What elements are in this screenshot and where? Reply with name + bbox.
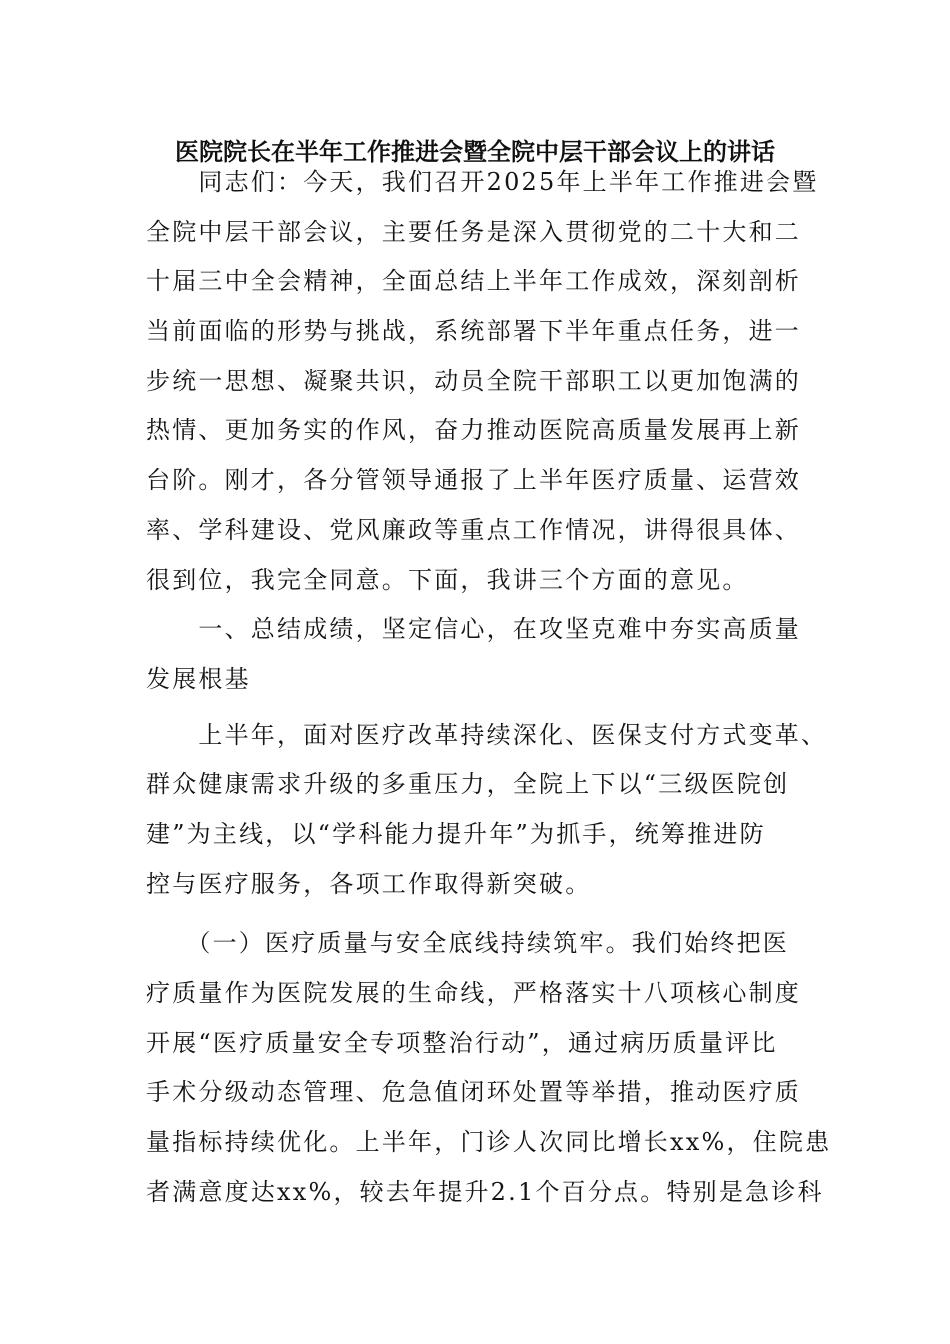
text-line: 当前面临的形势与挑战，系统部署下半年重点任务，进一 — [146, 317, 801, 346]
text-line: 者满意度达xx%，较去年提升2.1个百分点。特别是急诊科 — [146, 1177, 824, 1206]
text-line: 发展根基 — [146, 664, 251, 693]
text-line: 全院中层干部会议，主要任务是深入贯彻党的二十大和二 — [146, 217, 801, 246]
text-line: 上半年，面对医疗改革持续深化、医保支付方式变革、 — [146, 720, 828, 749]
text-line: 群众健康需求升级的多重压力，全院上下以“三级医院创 — [146, 770, 790, 799]
text-line: 手术分级动态管理、危急值闭环处置等举措，推动医疗质 — [146, 1078, 801, 1107]
section-heading-one — [146, 605, 810, 704]
text-line: 建”为主线，以“学科能力提升年”为抓手，统筹推进防 — [146, 819, 766, 848]
paragraph-opening — [146, 158, 819, 605]
text-line: 台阶。刚才，各分管领导通报了上半年医疗质量、运营效 — [146, 466, 801, 495]
text-line: 同志们：今天，我们召开2025年上半年工作推进会暨 — [146, 168, 819, 196]
text-line: 一、总结成绩，坚定信心，在攻坚克难中夯实高质量 — [146, 615, 801, 644]
text-line: （一）医疗质量与安全底线持续筑牢。我们始终把医 — [146, 929, 789, 958]
text-line: 步统一思想、凝聚共识，动员全院干部职工以更加饱满的 — [146, 366, 801, 395]
text-line: 率、学科建设、党风廉政等重点工作情况，讲得很具体、 — [146, 515, 801, 544]
text-line: 疗质量作为医院发展的生命线，严格落实十八项核心制度 — [146, 979, 801, 1007]
document-body — [146, 152, 832, 1217]
text-line: 热情、更加务实的作风，奋力推动医院高质量发展再上新 — [146, 416, 801, 445]
document-title: 医院院长在半年工作推进会暨全院中层干部会议上的讲话 — [175, 137, 775, 166]
text-line: 开展“医疗质量安全专项整治行动”，通过病历质量评比 — [146, 1028, 778, 1057]
text-line: 十届三中全会精神，全面总结上半年工作成效，深刻剖析 — [146, 267, 801, 296]
paragraph-summary — [146, 711, 828, 910]
text-line: 很到位，我完全同意。下面，我讲三个方面的意见。 — [146, 565, 749, 594]
text-line: 控与医疗服务，各项工作取得新突破。 — [146, 869, 592, 898]
text-line: 量指标持续优化。上半年，门诊人次同比增长xx%，住院患 — [146, 1128, 832, 1157]
paragraph-medical-quality — [146, 919, 832, 1217]
